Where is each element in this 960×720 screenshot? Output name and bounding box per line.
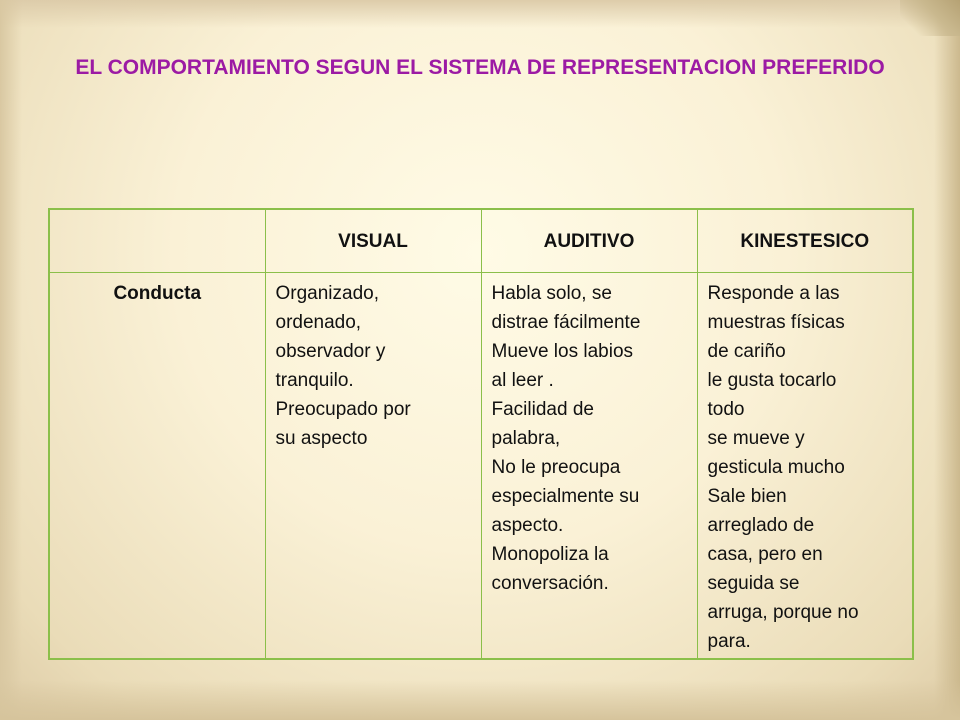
header-kinestesico: KINESTESICO — [697, 209, 913, 273]
cell-visual — [265, 273, 481, 660]
page-curl-corner — [900, 0, 960, 36]
cell-kinestesico-text: Responde a las muestras físicas de cariño le gusta tocarlo todo se mueve y gesticula mucho Sale bien arreglado de casa, pero en seguida se arruga, porque no para. — [707, 283, 859, 652]
cell-auditivo — [481, 273, 697, 660]
frame-top-shadow — [0, 0, 960, 28]
row-label-conducta: Conducta — [49, 273, 265, 660]
page-title: EL COMPORTAMIENTO SEGUN EL SISTEMA DE REPRESENTACION PREFERIDO — [75, 56, 885, 79]
frame-left-shadow — [0, 0, 22, 720]
header-empty-cell — [49, 209, 265, 273]
cell-visual-text: Organizado, ordenado, observador y tranquilo. Preocupado por su aspecto — [275, 283, 411, 449]
frame-bottom-shadow — [0, 680, 960, 720]
header-auditivo: AUDITIVO — [481, 209, 697, 273]
comparison-table — [48, 208, 914, 660]
frame-right-shadow — [934, 0, 960, 720]
header-visual: VISUAL — [265, 209, 481, 273]
table-header-row — [49, 209, 913, 273]
cell-kinestesico — [697, 273, 913, 660]
table-row — [49, 273, 913, 660]
cell-auditivo-text: Habla solo, se distrae fácilmente Mueve los labios al leer . Facilidad de palabra, No le preocupa especialmente su aspecto. Monopoliza la conversación. — [491, 283, 641, 594]
